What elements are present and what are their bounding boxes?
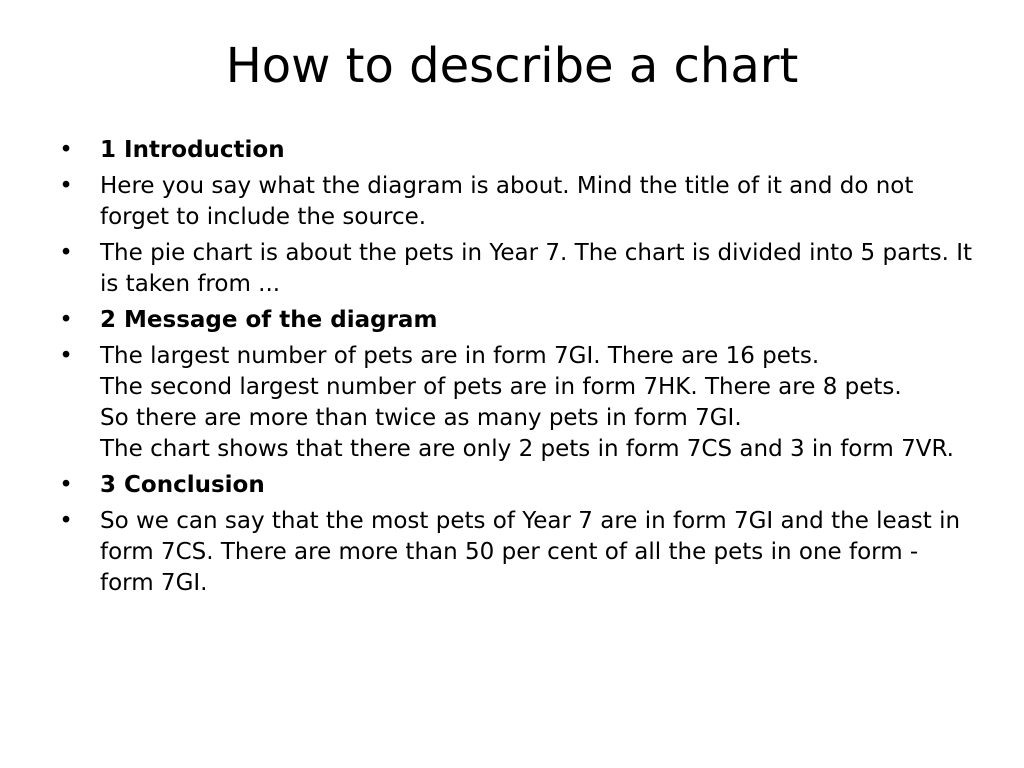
bullet-point-icon: • [59, 343, 73, 369]
bullet-item-conclusion-body [56, 506, 976, 599]
bullet-point-icon: • [59, 240, 73, 266]
bullet-text [100, 171, 976, 233]
bullet-line: So there are more than twice as many pets in form 7GI. [100, 405, 742, 431]
bullet-text [100, 305, 976, 336]
bullet-item-pie-chart-description [56, 238, 976, 300]
bullet-text [100, 238, 976, 300]
bullet-point-icon: • [59, 472, 73, 498]
bullet-item-message-body [56, 341, 976, 465]
bullet-line: So we can say that the most pets of Year 7 are in form 7GI and the least in form 7CS. There are more than 50 per cent of all the pets in one form - form 7GI. [100, 508, 961, 596]
bullet-line: The largest number of pets are in form 7GI. There are 16 pets. [100, 343, 820, 369]
bullet-point-icon: • [59, 173, 73, 199]
bullet-text [100, 470, 976, 501]
bullet-line: The pie chart is about the pets in Year 7. The chart is divided into 5 parts. It is taken from ... [100, 240, 973, 297]
bullet-text [100, 341, 976, 465]
bullet-point-icon: • [59, 508, 73, 534]
bullet-item-conclusion-heading [56, 470, 976, 501]
bullet-text [100, 506, 976, 599]
bullet-line: 3 Conclusion [100, 472, 265, 498]
bullet-line: The second largest number of pets are in form 7HK. There are 8 pets. [100, 374, 902, 400]
bullet-item-introduction-heading [56, 135, 976, 166]
bullet-line: 1 Introduction [100, 137, 285, 163]
bullet-line: Here you say what the diagram is about. Mind the title of it and do not forget to include the source. [100, 173, 914, 230]
bullet-line: The chart shows that there are only 2 pets in form 7CS and 3 in form 7VR. [100, 436, 954, 462]
bullet-list [56, 135, 976, 604]
bullet-item-introduction-body [56, 171, 976, 233]
bullet-item-message-heading [56, 305, 976, 336]
bullet-point-icon: • [59, 307, 73, 333]
bullet-text [100, 135, 976, 166]
slide-title: How to describe a chart [225, 38, 799, 94]
bullet-line: 2 Message of the diagram [100, 307, 438, 333]
bullet-point-icon: • [59, 137, 73, 163]
